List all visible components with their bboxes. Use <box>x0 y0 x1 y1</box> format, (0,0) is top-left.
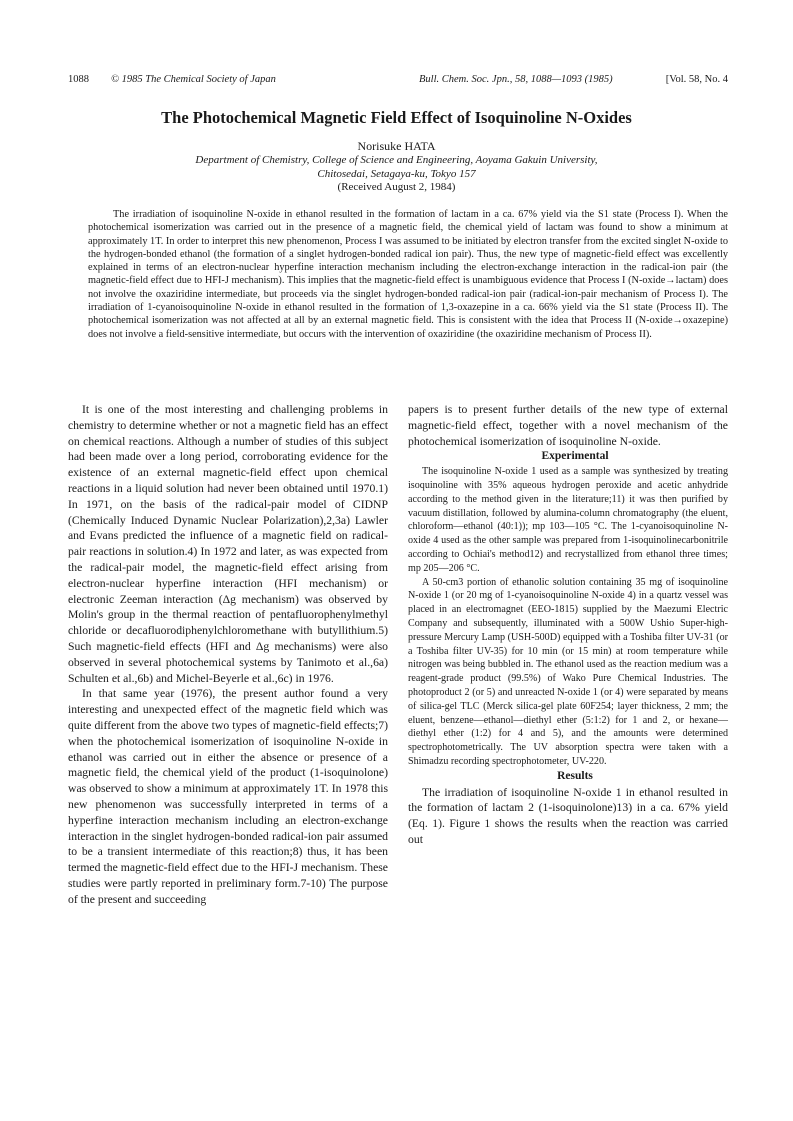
right-column <box>408 402 728 848</box>
journal-citation: Bull. Chem. Soc. Jpn., 58, 1088—1093 (1985) <box>419 74 613 85</box>
experimental-paragraph-2: A 50-cm3 portion of ethanolic solution containing 35 mg of isoquinoline N-oxide 1 (or 20 mg of 1-cyanoisoquinoline N-oxide 4) in a quartz vessel was placed in an electromagnet (EEO-1815) supplied by the Maezumi Electric Company and subsequently, illuminated with a 500W Ushio Super-high-pressure Mercury Lamp (USH-500D) equipped with a Toshiba filter UV-31 (or a Toshiba filter UV-35) for 10 min (or 15 min) at room temperature while nitrogen was being bubbled in. The ethanol used as the reaction medium was a reagent-grade product (99.5%) of Wako Pure Chemical Industries. The photoproduct 2 (or 5) and unreacted N-oxide 1 (or 4) were separated by means of silica-gel TLC (Merck silica-gel plate 60F254; layer thickness, 2 mm; the eluent, benzene—ethanol—diethyl ether (5:1:2) for 1 and 2, or hexane—diethyl ether (1:2) for 4 and 5), and the amounts were determined spectrophotometrically. The UV absorption spectra were taken with a Shimadzu recording spectrophotometer, UV-220. <box>408 576 728 767</box>
affiliation-line-1: Department of Chemistry, College of Science and Engineering, Aoyama Gakuin University, <box>195 154 598 166</box>
article-title: The Photochemical Magnetic Field Effect of Isoquinoline N-Oxides <box>161 108 632 127</box>
author-block <box>0 138 793 195</box>
intro-paragraph-2: In that same year (1976), the present author found a very interesting and unexpected effect of the magnetic field which was quite different from the above two types of magnetic-field effects;7) when the photochemical isomerization of isoquinoline N-oxide in ethanol was carried out in either the absence or presence of a magnetic field, the chemical yield of the product (1-isoquinolone) was observed to show a minimum at approximately 1T. In 1978 this new phenomenon was successfully interpreted in terms of a hyperfine interaction mechanism including an electron-exchange interaction in the singlet hydrogen-bonded radical-ion pair assumed to be a transient intermediate of this reaction;8) thus, it has been termed the magnetic-field effect due to the HFI-J mechanism. These studies were partly reported in preliminary form.7-10) The purpose of the present and succeeding <box>68 687 388 906</box>
author-name: Norisuke HATA <box>357 139 436 153</box>
affiliation-line-2: Chitosedai, Setagaya-ku, Tokyo 157 <box>317 167 476 180</box>
abstract: The irradiation of isoquinoline N-oxide in ethanol resulted in the formation of lactam in a ca. 67% yield via the S1 state (Process I). When the photochemical isomerization was carried out in the presence of a magnetic field, the chemical yield of lactam was found to show a minimum at approximately 1T. In order to interpret this new phenomenon, Process I was assumed to be initiated by electron transfer from the excited singlet N-oxide to the hydrogen-bonded ethanol (the formation of a singlet hydrogen-bonded radical ion pair). Thus, the new type of magnetic-field effect was excellently explained in terms of an electron-nuclear hyperfine interaction mechanism including the electron-exchange interaction in the radical-ion pair (the magnetic-field effect due to HFI-J mechanism). This implies that the magnetic-field effect is unambiguous evidence that Process I (N-oxide→lactam) does not involve the oxaziridine intermediate, but proceeds via the singlet hydrogen-bonded radical-ion pair (radical-ion-pair mechanism of Process I). The irradiation of 1-cyanoisoquinoline N-oxide in ethanol resulted in the formation of 1,3-oxazepine in a ca. 66% yield via the S1 state (Process II). The photochemical isomerization was not affected at all by an external magnetic field. This is consistent with the idea that Process II (N-oxide→oxazepine) does not involve a field-sensitive intermediate, but occurs with the intervention of oxaziridine (the oxaziridine mechanism of Process II). <box>88 209 728 340</box>
page-number: 1088 <box>68 74 89 85</box>
intro-paragraph-1: It is one of the most interesting and challenging problems in chemistry to determine whether or not a magnetic field has an effect on chemical reactions. Although a number of studies of this subject had been made over a long period, corroborating evidence for the existence of an external magnetic-field effect upon chemical reactions in a liquid solution had never been obtained until 1970.1) In 1971, on the basis of the radical-pair model of CIDNP (Chemically Induced Dynamic Nuclear Polarization),2,3a) Lawler and Evans predicted the influence of a magnetic field on radical-pair reactions in solution.4) In 1972 and later, as was expected from the radical-pair model, the magnetic-field effect arising from electron-nuclear hyperfine interaction (HFI mechanism) or electronic Zeeman interaction (Δg mechanism) was observed by Molin's group in the thermal reaction of pentafluorophenylmethyl chloride or decafluorodiphenylchloromethane with butyllithium.5) Such magnetic-field effects (HFI and Δg mechanisms) were also observed in several photochemical systems by Tanimoto et al.,6a) Schulten et al.,6b) and Michel-Beyerle et al.,6c) in 1976. <box>68 403 388 685</box>
section-heading-experimental: Experimental <box>541 450 609 463</box>
experimental-paragraph-1: The isoquinoline N-oxide 1 used as a sample was synthesized by treating isoquinoline with 35% aqueous hydrogen peroxide and acetic anhydride according to the method given in the literature;11) it was then purified by vacuum distillation, followed by alumina-column chromatography (the eluent, chloroform—ethanol (40:1)); mp 103—105 °C. The 1-cyanoisoquinoline N-oxide 4 used as the other sample was prepared from 1-isoquinolinecarbonitrile according to Ochiai's method12) and recrystallized from ethanol three times; mp 205—206 °C. <box>408 466 728 574</box>
results-paragraph-1: The irradiation of isoquinoline N-oxide 1 in ethanol resulted in the formation of lactam 2 (1-isoquinolone)13) in a ca. 67% yield (Eq. 1). Figure 1 shows the results when the reaction was carried out <box>408 785 728 846</box>
received-date: (Received August 2, 1984) <box>337 181 456 194</box>
volume-issue: [Vol. 58, No. 4 <box>665 74 728 85</box>
copyright-notice: © 1985 The Chemical Society of Japan <box>111 74 276 85</box>
intro-paragraph-3: papers is to present further details of the new type of external magnetic-field effect, together with a novel mechanism of the photochemical isomerization of isoquinoline N-oxide. <box>408 403 728 448</box>
left-column <box>68 402 388 908</box>
section-heading-results: Results <box>557 769 593 782</box>
